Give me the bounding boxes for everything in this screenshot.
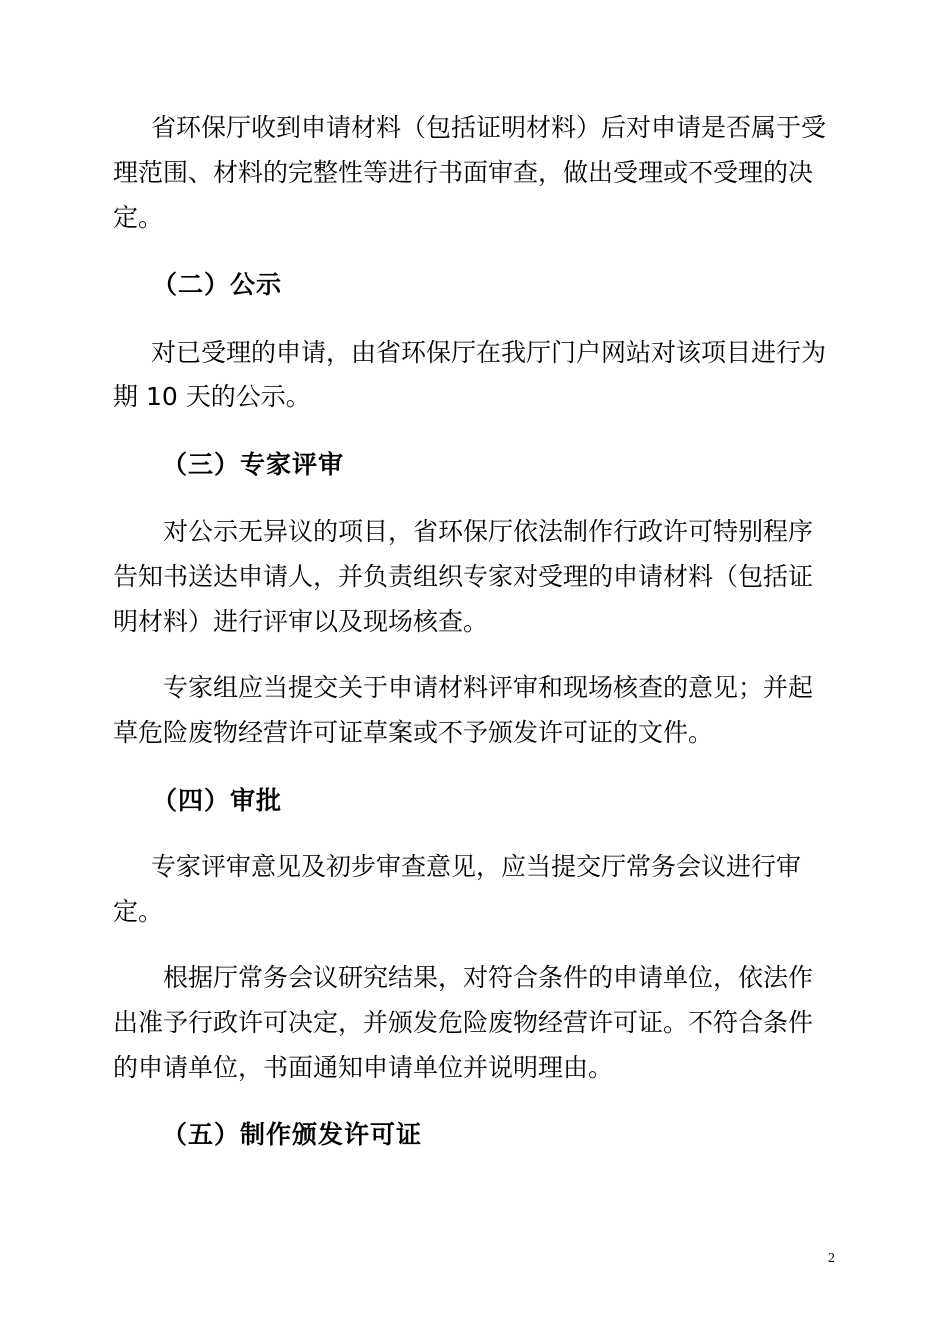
section-heading-issue-license: （五）制作颁发许可证 bbox=[162, 1120, 423, 1149]
paragraph-line: 定。 bbox=[113, 203, 164, 232]
paragraph-line: 对公示无异议的项目，省环保厅依法制作行政许可特别程序 bbox=[163, 517, 814, 546]
paragraph-line: 明材料）进行评审以及现场核查。 bbox=[113, 607, 489, 636]
page-number: 2 bbox=[828, 1251, 835, 1266]
paragraph-line: 对已受理的申请，由省环保厅在我厅门户网站对该项目进行为 bbox=[151, 338, 827, 367]
paragraph-line: 的申请单位，书面通知申请单位并说明理由。 bbox=[113, 1053, 614, 1082]
section-heading-approval: （四）审批 bbox=[152, 786, 283, 815]
paragraph-line: 出准予行政许可决定，并颁发危险废物经营许可证。不符合条件 bbox=[113, 1008, 814, 1037]
paragraph-line: 省环保厅收到申请材料（包括证明材料）后对申请是否属于受 bbox=[151, 113, 827, 142]
paragraph-line: 告知书送达申请人，并负责组织专家对受理的申请材料（包括证 bbox=[113, 562, 814, 591]
paragraph-line: 草危险废物经营许可证草案或不予颁发许可证的文件。 bbox=[113, 718, 714, 747]
section-heading-publicity: （二）公示 bbox=[152, 270, 283, 299]
paragraph-line: 期 10 天的公示。 bbox=[113, 382, 311, 411]
paragraph-line: 专家组应当提交关于申请材料评审和现场核查的意见；并起 bbox=[163, 673, 814, 702]
paragraph-line: 定。 bbox=[113, 897, 164, 926]
paragraph-line: 理范围、材料的完整性等进行书面审查，做出受理或不受理的决 bbox=[113, 158, 814, 187]
paragraph-line: 根据厅常务会议研究结果，对符合条件的申请单位，依法作 bbox=[163, 963, 814, 992]
section-heading-expert-review: （三）专家评审 bbox=[162, 450, 345, 479]
paragraph-line: 专家评审意见及初步审查意见，应当提交厅常务会议进行审 bbox=[151, 852, 802, 881]
